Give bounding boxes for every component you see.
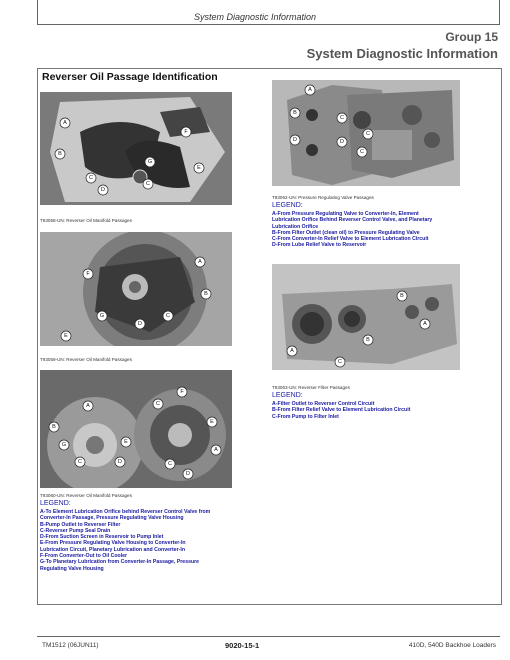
figure-2-graphic	[40, 232, 232, 346]
figure-1-caption: T93058-UN: Reverser Oil Manifold Passages	[40, 218, 132, 223]
legend-item: Lubrication Circuit, Planetary Lubrication and Converter-In	[40, 546, 185, 553]
callout-label: G	[147, 159, 153, 165]
figure-4-legend-title: LEGEND:	[272, 202, 303, 209]
legend-item: A-Filter Outlet to Reverser Control Circuit	[272, 401, 375, 407]
legend-item: Lubrication Orifice	[272, 223, 319, 230]
header-rule	[37, 24, 500, 25]
figure-3-legend	[40, 509, 266, 572]
section-title: System Diagnostic Information	[306, 46, 498, 61]
callout-label: E	[210, 419, 214, 425]
group-title: Group 15	[445, 30, 498, 44]
figure-2-photo	[40, 232, 232, 346]
page-heading: Reverser Oil Passage Identification	[42, 71, 218, 83]
callout-label: A	[214, 447, 218, 453]
callout-label: B	[58, 151, 62, 157]
callout-label: C	[156, 401, 160, 407]
legend-item: B-From Filter Relief Valve to Element Lubrication Circuit	[272, 407, 411, 414]
figure-4-graphic	[272, 80, 460, 186]
callout-label: C	[168, 461, 172, 467]
legend-item: G-To Planetary Lubrication from Converter-In Passage, Pressure	[40, 559, 200, 566]
legend-item: B-From Filter Outlet (clean oil) to Pressure Regulating Valve	[272, 229, 420, 236]
legend-item: B-Pump Outlet to Reverser Filter	[40, 521, 121, 528]
callout-label: C	[338, 359, 342, 365]
callout-label: D	[340, 139, 344, 145]
figure-1-photo	[40, 92, 232, 205]
footer-product: 410D, 540D Backhoe Loaders	[408, 642, 496, 649]
footer-document-id: TM1512 (06JUN11)	[42, 642, 99, 649]
figure-3-photo	[40, 370, 232, 488]
figure-3-graphic	[40, 370, 232, 488]
figure-4-photo	[272, 80, 460, 186]
legend-item: F-From Converter-Out to Oil Cooler	[40, 553, 128, 560]
footer-rule	[37, 636, 500, 637]
callout-label: C	[366, 131, 370, 137]
callout-label: D	[138, 321, 142, 327]
callout-label: C	[360, 149, 364, 155]
callout-label: B	[366, 337, 370, 343]
running-header: System Diagnostic Information	[193, 12, 317, 22]
callout-label: F	[180, 389, 184, 395]
callout-label: D	[118, 459, 122, 465]
legend-item: D-From Suction Screen in Reservoir to Pump Inlet	[40, 534, 164, 541]
callout-label: C	[78, 459, 82, 465]
callout-label: D	[293, 137, 297, 143]
callout-label: E	[64, 333, 68, 339]
callout-label: B	[52, 424, 56, 430]
figure-5-legend	[272, 401, 496, 420]
callout-label: A	[423, 321, 427, 327]
legend-item: C-From Pump to Filter Inlet	[272, 413, 339, 420]
figure-4-caption: T93062-UN: Pressure Regulating Valve Passages	[272, 195, 374, 200]
legend-item: C-From Converter-In Relief Valve to Element Lubrication Circuit	[272, 236, 429, 243]
legend-item: E-From Pressure Regulating Valve Housing to Converter-In	[40, 540, 186, 547]
figure-5-legend-title: LEGEND:	[272, 392, 303, 399]
callout-label: D	[186, 471, 190, 477]
callout-label: F	[184, 129, 188, 135]
callout-label: F	[86, 271, 90, 277]
legend-item: Regulating Valve Housing	[40, 565, 104, 572]
callout-label: A	[86, 403, 90, 409]
callout-label: C	[89, 175, 93, 181]
legend-item: Converter-In Passage, Pressure Regulating Valve Housing	[40, 515, 184, 522]
footer-page-number: 9020-15-1	[225, 641, 260, 650]
figure-1-graphic	[40, 92, 232, 205]
legend-item: Lubrication Orifice Behind Reverser Control Valve, and Planetary	[272, 217, 433, 224]
legend-item: A-To Element Lubrication Orifice behind Reverser Control Valve from	[40, 509, 211, 515]
figure-5-graphic	[272, 264, 460, 370]
legend-item: C-Reverser Pump Seal Drain	[40, 527, 111, 534]
callout-label: B	[400, 293, 404, 299]
callout-label: A	[308, 87, 312, 93]
legend-item: A-From Pressure Regulating Valve to Converter-In, Element	[272, 211, 419, 217]
callout-label: E	[124, 439, 128, 445]
callout-label: B	[204, 291, 208, 297]
figure-5-photo	[272, 264, 460, 370]
callout-label: C	[146, 181, 150, 187]
figure-5-caption: T93063-UN: Reverser Filter Passages	[272, 385, 350, 390]
figure-3-legend-title: LEGEND:	[40, 500, 71, 507]
callout-label: A	[198, 259, 202, 265]
figure-3-caption: T93060-UN: Reverser Oil Manifold Passages	[40, 493, 132, 498]
callout-label: G	[99, 313, 105, 319]
callout-label: G	[61, 442, 67, 448]
callout-label: D	[101, 187, 105, 193]
callout-label: A	[63, 120, 67, 126]
callout-label: A	[290, 348, 294, 354]
callout-label: C	[166, 313, 170, 319]
figure-4-legend	[272, 211, 496, 249]
callout-label: B	[293, 110, 297, 116]
callout-label: E	[197, 165, 201, 171]
legend-item: D-From Lube Relief Valve to Reservoir	[272, 242, 367, 249]
figure-2-caption: T93059-UN: Reverser Oil Manifold Passages	[40, 357, 132, 362]
callout-label: C	[340, 115, 344, 121]
